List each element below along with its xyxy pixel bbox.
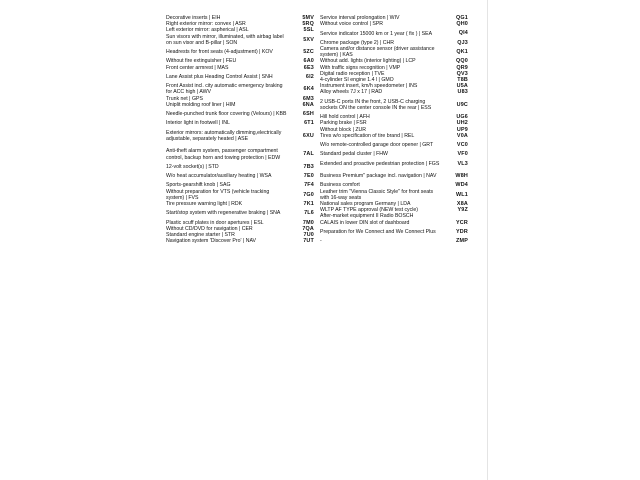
equipment-code: 6XU xyxy=(302,132,314,139)
equipment-code: 7M0 xyxy=(302,219,314,226)
equipment-row xyxy=(320,27,468,39)
equipment-description: Without CD/DVD for navigation | CER xyxy=(166,225,253,232)
equipment-description: 2 USB-C ports IN the front, 2 USB-C charging sockets ON the center console IN the rear | ESS xyxy=(320,98,432,111)
equipment-code: U83 xyxy=(457,89,468,96)
equipment-row xyxy=(166,71,314,83)
equipment-description: Navigation system 'Discover Pro' | NAV xyxy=(166,238,257,245)
equipment-code: W8H xyxy=(455,173,468,180)
equipment-code: V0A xyxy=(456,132,468,139)
equipment-row xyxy=(320,46,468,58)
equipment-code: QR9 xyxy=(456,64,468,71)
equipment-code: 7AL xyxy=(303,151,314,158)
equipment-description: Without add. lights (interior lighting) | LCP xyxy=(320,58,416,65)
equipment-description: W/o heat accumulator/auxiliary heating | WSA xyxy=(166,173,272,180)
equipment-code: Y9Z xyxy=(457,207,468,214)
equipment-description: After-market equipment II Radio BOSCH xyxy=(320,213,414,220)
equipment-code: YDR xyxy=(456,228,468,235)
equipment-description: Tire pressure warning light | RDK xyxy=(166,201,243,207)
equipment-description: Sun visors with mirror, illuminated, with airbag label on sun visor and B-pillar | SON xyxy=(166,33,284,46)
equipment-row xyxy=(320,139,468,151)
equipment-row xyxy=(166,83,314,95)
equipment-description: Alloy wheels 7J x 17 | RAD xyxy=(320,89,383,96)
equipment-row xyxy=(166,189,314,201)
equipment-code: 7UT xyxy=(303,238,314,245)
equipment-description: Headrests for front seats (4-adjustment) | KOV xyxy=(166,49,273,56)
equipment-code: 7B3 xyxy=(303,163,314,170)
equipment-row xyxy=(320,170,468,182)
equipment-code: UG6 xyxy=(456,114,468,121)
equipment-code: YCR xyxy=(456,219,468,226)
equipment-code: QQ0 xyxy=(456,58,468,65)
equipment-code: 5ZC xyxy=(303,49,314,56)
equipment-description: Preparation for We Connect and We Connect Plus xyxy=(320,228,436,235)
equipment-row xyxy=(166,108,314,120)
equipment-code: 7G0 xyxy=(303,191,314,198)
equipment-description: Parking brake | FSR xyxy=(320,120,367,127)
equipment-code: QG1 xyxy=(456,15,468,21)
equipment-code: X8A xyxy=(456,201,468,208)
equipment-description: Front center armrest | MAS xyxy=(166,64,229,71)
equipment-description: National sales program Germany | LDA xyxy=(320,201,411,208)
equipment-row xyxy=(166,238,314,244)
equipment-description: Standard engine starter | STR xyxy=(166,232,235,238)
equipment-code: 7E0 xyxy=(303,173,314,180)
equipment-description: Start/stop system with regenerative braking | SNA xyxy=(166,210,281,217)
equipment-code: 7K1 xyxy=(303,201,314,207)
equipment-list-left xyxy=(166,15,314,244)
equipment-description: Service interval prolongation | WIV xyxy=(320,15,400,21)
equipment-description: 12-volt socket(s) | STD xyxy=(166,163,219,170)
equipment-description: Exterior mirrors: automatically dimming,electrically adjustable, separately heated | ASE xyxy=(166,129,282,142)
equipment-row xyxy=(320,96,468,115)
equipment-description: Without block | ZUR xyxy=(320,126,367,133)
equipment-description: Tires w/o specification of tire brand | REL xyxy=(320,132,415,139)
equipment-description: W/o remote-controlled garage door opener | GRT xyxy=(320,142,434,149)
equipment-description: Uniplit molding roof liner | HIM xyxy=(166,101,236,108)
equipment-code: 6SH xyxy=(302,111,314,118)
equipment-description: - xyxy=(320,238,322,245)
equipment-code: 6I2 xyxy=(305,73,314,80)
equipment-description: Without voice control | SPR xyxy=(320,21,384,28)
equipment-row xyxy=(166,207,314,219)
equipment-description: Front Assist incl. city automatic emergency braking for ACC high | AWV xyxy=(166,83,283,96)
equipment-code: WD4 xyxy=(455,182,468,189)
equipment-description: Standard pedal cluster | FHW xyxy=(320,151,388,158)
equipment-code: 6K4 xyxy=(303,86,314,93)
equipment-code: 6NA xyxy=(302,101,314,108)
equipment-description: Interior light in footwell | INL xyxy=(166,120,230,127)
equipment-description: Camera and/or distance sensor (driver assistance system) | KAS xyxy=(320,46,435,59)
equipment-description: Without fire extinguisher | FEU xyxy=(166,58,237,65)
equipment-description: Service indicator 15000 km or 1 year ( fix ) | SEA xyxy=(320,30,433,37)
equipment-description: Instrument insert, km/h speedometer | INS xyxy=(320,83,418,90)
equipment-description: Chrome package (type 2) | CHR xyxy=(320,39,395,46)
equipment-code: 5RQ xyxy=(302,21,314,28)
equipment-description: Needle-punched trunk floor covering (Velours) | KBB xyxy=(166,111,287,118)
equipment-code: 5MV xyxy=(302,15,314,21)
equipment-code: 6E3 xyxy=(303,64,314,71)
equipment-code: UH2 xyxy=(456,120,468,127)
equipment-code: VC0 xyxy=(456,142,468,149)
equipment-code: 5SL xyxy=(303,27,314,34)
equipment-description: Trunk net | GPS xyxy=(166,95,203,102)
equipment-row xyxy=(166,170,314,182)
equipment-description: Anti-theft alarm system, passenger compartment control, backup horn and towing protection | EDW xyxy=(166,148,281,161)
equipment-code: 7L6 xyxy=(304,210,314,217)
equipment-code: ZMP xyxy=(456,238,468,245)
equipment-row xyxy=(320,226,468,238)
equipment-description: Left exterior mirror: aspherical | ASL xyxy=(166,27,249,34)
equipment-code: U9C xyxy=(456,101,468,108)
equipment-description: Plastic scuff plates in door apertures | ESL xyxy=(166,219,264,226)
equipment-code: VL3 xyxy=(457,160,468,167)
equipment-description: Decorative inserts | EIH xyxy=(166,15,221,21)
equipment-row xyxy=(166,34,314,46)
page-edge xyxy=(487,0,488,480)
equipment-code: 7F4 xyxy=(304,182,314,189)
equipment-row xyxy=(320,238,468,244)
equipment-code: 6A0 xyxy=(303,58,314,65)
equipment-code: QV3 xyxy=(456,70,468,77)
equipment-row xyxy=(166,46,314,58)
equipment-row xyxy=(166,127,314,146)
equipment-code: QJ3 xyxy=(457,39,468,46)
equipment-description: Lane Assist plus Heading Control Assist | SNH xyxy=(166,73,273,80)
equipment-code: QH0 xyxy=(456,21,468,28)
equipment-description: With traffic signs recognition | VMP xyxy=(320,64,401,71)
equipment-code: QK1 xyxy=(456,49,468,56)
equipment-code: QI4 xyxy=(458,30,468,37)
equipment-code: 6M3 xyxy=(302,95,314,102)
equipment-row xyxy=(166,145,314,164)
equipment-description: Leather trim "Vienna Classic Style" for front seats with 16-way seats xyxy=(320,188,434,201)
equipment-description: 4-cylinder SI engine 1.4 l | GMO xyxy=(320,77,394,84)
equipment-description: Right exterior mirror: convex | ASR xyxy=(166,21,246,28)
equipment-row xyxy=(320,189,468,201)
equipment-code: 7QA xyxy=(302,225,314,232)
equipment-code: 7U0 xyxy=(303,232,314,238)
equipment-code: UP9 xyxy=(456,126,468,133)
equipment-description: Hill hold control | AFH xyxy=(320,114,370,121)
equipment-code: U5A xyxy=(456,83,468,90)
equipment-description: Sports-gearshift knob | SAG xyxy=(166,182,231,189)
equipment-row xyxy=(320,158,468,170)
equipment-description: Digital radio reception | TVE xyxy=(320,70,385,77)
equipment-description: Without preparation for VTS (vehicle tracking system) | FVS xyxy=(166,188,270,201)
equipment-code: T8B xyxy=(457,77,468,84)
equipment-code: 5XV xyxy=(303,36,314,43)
equipment-code: VF0 xyxy=(457,151,468,158)
equipment-description: Extended and proactive pedestrian protection | FGS xyxy=(320,160,440,167)
equipment-description: Business Premium" package incl. navigation | NAV xyxy=(320,173,437,180)
equipment-description: WLTP AF TYPE approval (NEW test cycle) xyxy=(320,207,419,214)
equipment-description: CALAIS in lower DIN slot of dashboard xyxy=(320,219,410,226)
equipment-description: Business comfort xyxy=(320,182,360,189)
equipment-list-right xyxy=(320,15,468,244)
equipment-code: WL1 xyxy=(456,191,468,198)
equipment-code: 6T1 xyxy=(304,120,314,127)
